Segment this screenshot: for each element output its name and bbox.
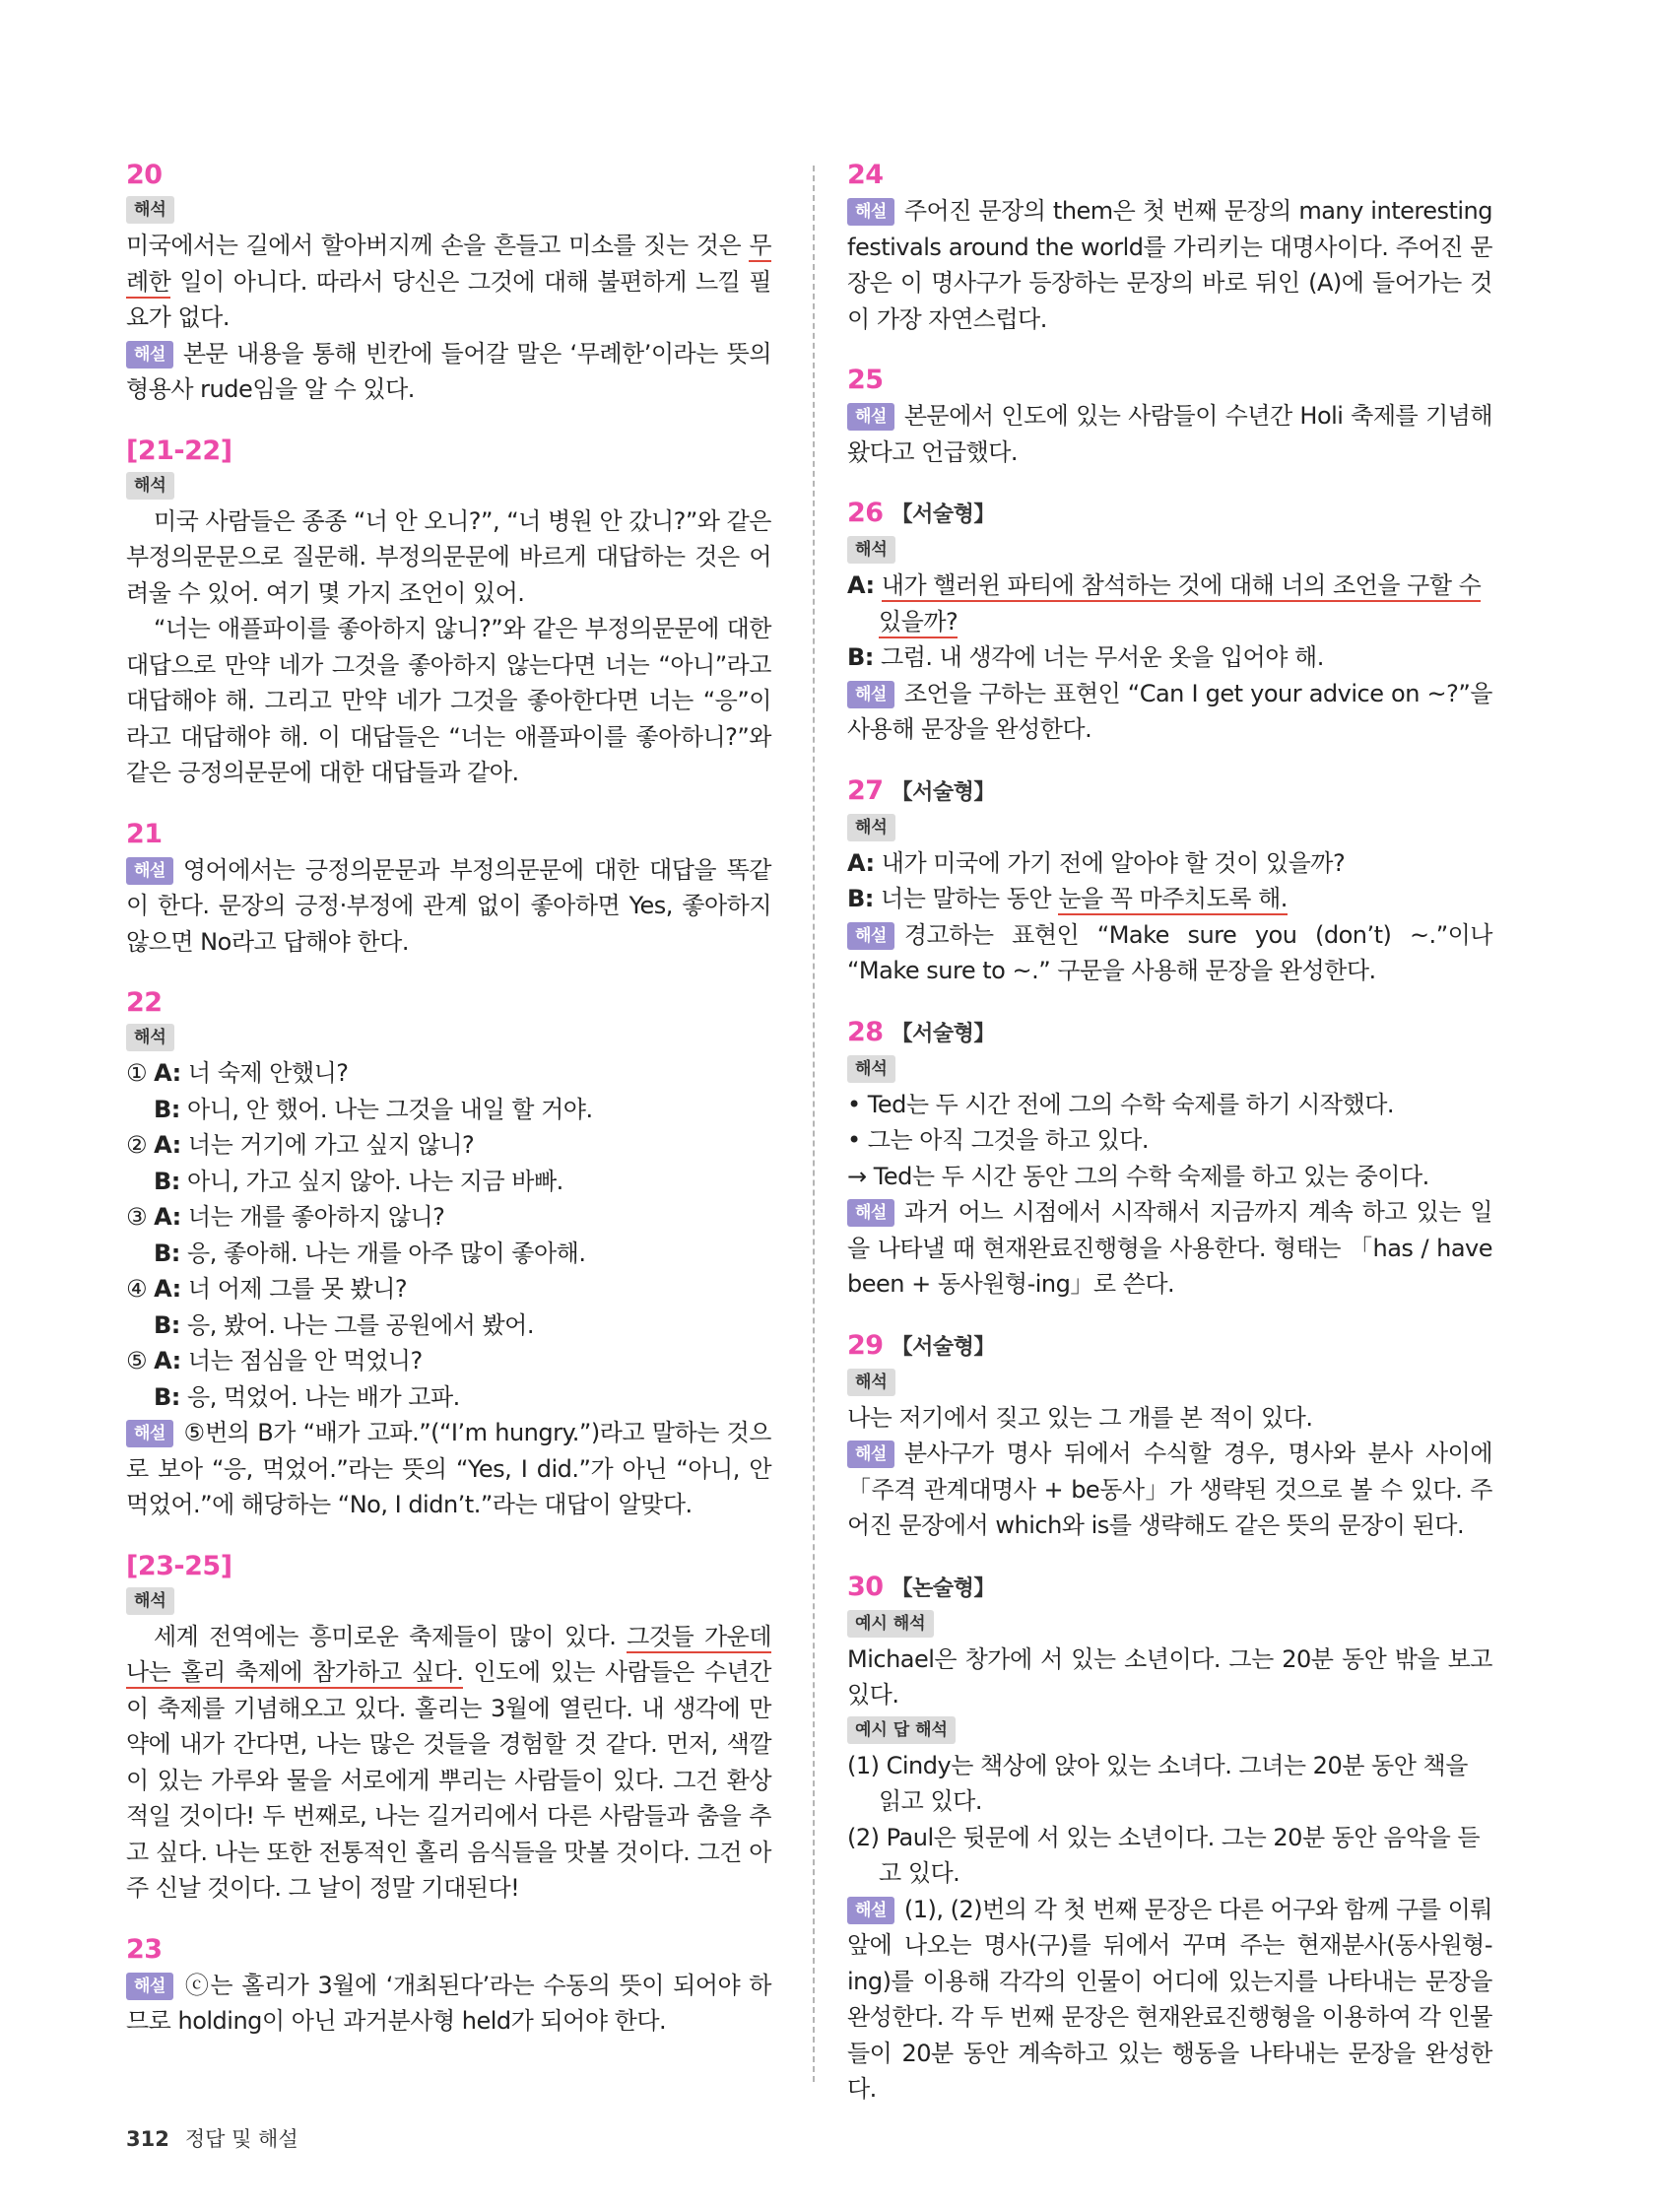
translation-label: 해석 — [126, 196, 174, 224]
explanation-label: 해설 — [126, 857, 173, 885]
question-number: 27 【서술형】 — [847, 774, 995, 806]
column-divider — [813, 166, 815, 2082]
question-28 — [847, 1015, 1492, 1303]
explanation: 해설 분사구가 명사 뒤에서 수식할 경우, 명사와 분사 사이에 「주격 관계대명사 + be동사」가 생략된 것으로 볼 수 있다. 주어진 문장에서 which와 is를 생략해도 같은 뜻의 문장이 된다. — [847, 1440, 1492, 1539]
explanation-label: 해설 — [847, 198, 894, 226]
explanation: 해설 주어진 문장의 them은 첫 번째 문장의 many interesting festivals around the world를 가리키는 대명사이다. 주어진 문장은 이 명사구가 등장하는 문장의 바로 뒤인 (A)에 들어가는 것이 가장 자연스럽다. — [847, 197, 1492, 333]
translation-line: → Ted는 두 시간 동안 그의 수학 숙제를 하고 있는 중이다. — [847, 1162, 1429, 1190]
translation-label: 해석 — [126, 1587, 174, 1615]
question-number: 20 — [126, 160, 163, 190]
explanation: 해설 조언을 구하는 표현인 “Can I get your advice on ~?”을 사용해 문장을 완성한다. — [847, 679, 1492, 743]
translation-paragraph: 세계 전역에는 흥미로운 축제들이 많이 있다. 그것들 가운데 나는 홀리 축제에 참가하고 싶다. 인도에 있는 사람들은 수년간 이 축제를 기념해오고 있다. 홀리는 3월에 열린다. 내 생각에 만약에 내가 간다면, 나는 많은 것들을 경험할 것 같다. 먼저, 색깔이 있는 가루와 물을 서로에게 뿌리는 사람들이 있다. 그건 환상적일 것이다! 두 번째로, 나는 길거리에서 다른 사람들과 춤을 추고 싶다. 나는 또한 전통적인 홀리 음식들을 맛볼 것이다. 그건 아주 신날 것이다. 그 날이 정말 기대된다! — [126, 1622, 772, 1902]
explanation: 해설 ⓒ는 홀리가 3월에 ‘개최된다’라는 수동의 뜻이 되어야 하므로 holding이 아닌 과거분사형 held가 되어야 한다. — [126, 1971, 771, 2035]
explanation: 해설 (1), (2)번의 각 첫 번째 문장은 다른 어구와 함께 구를 이뤄 앞에 나오는 명사(구)를 뒤에서 꾸며 주는 현재분사(동사원형-ing)를 이용해 각각의 인물이 어디에 있는지를 나타내는 문장을 완성한다. 각 두 번째 문장은 현재완료진행형을 이용하여 각 인물들이 20분 동안 계속하고 있는 행동을 나타내는 문장을 완성한다. — [847, 1895, 1492, 2103]
question-type-tag: 【논술형】 — [891, 1575, 995, 1601]
dialogue-item: ① A: 너 숙제 안했니? B: 아니, 안 했어. 나는 그것을 내일 할 거야. — [126, 1059, 593, 1123]
page-footer — [126, 2123, 298, 2153]
question-23 — [126, 1932, 771, 2040]
explanation: 해설 ⑤번의 B가 “배가 고파.”(“I’m hungry.”)라고 말하는 것으로 보아 “응, 먹었어.”라는 뜻의 “Yes, I did.”가 아닌 “아니, 안 먹었어.”에 해당하는 “No, I didn’t.”라는 대답이 알맞다. — [126, 1419, 771, 1518]
explanation-label: 해설 — [126, 341, 173, 369]
question-21 — [126, 817, 771, 961]
translation-label: 해석 — [847, 814, 895, 841]
dialogue-line: B: 그럼. 내 생각에 너는 무서운 옷을 입어야 해. — [847, 643, 1324, 671]
explanation-label: 해설 — [126, 1420, 173, 1447]
question-number: 28 【서술형】 — [847, 1016, 995, 1047]
underlined-text: 그것들 가운데 나는 홀리 축제에 참가하고 싶다. — [126, 1623, 771, 1690]
question-type-tag: 【서술형】 — [891, 1021, 995, 1046]
question-21-22 — [126, 434, 771, 791]
question-number: [23-25] — [126, 1550, 232, 1581]
explanation: 해설 과거 어느 시점에서 시작해서 지금까지 계속 하고 있는 일을 나타낼 때 현재완료진행형을 사용한다. 형태는 「has / have been + 동사원형-ing」로 쓴다. — [847, 1198, 1492, 1298]
question-number: 25 — [847, 365, 884, 395]
translation: 나는 저기에서 짖고 있는 그 개를 본 적이 있다. — [847, 1403, 1313, 1432]
question-23-25 — [126, 1549, 771, 1907]
explanation: 해설 본문에서 인도에 있는 사람들이 수년간 Holi 축제를 기념해 왔다고 언급했다. — [847, 402, 1492, 466]
question-24 — [847, 158, 1492, 337]
dialogue-item: ② A: 너는 거기에 가고 싶지 않니? B: 아니, 가고 싶지 않아. 나는 지금 바빠. — [126, 1131, 563, 1195]
dialogue-line: B: 너는 말하는 동안 눈을 꼭 마주치도록 해. — [847, 881, 1492, 917]
footer-label: 정답 및 해설 — [184, 2127, 298, 2151]
question-29 — [847, 1328, 1492, 1544]
question-number: 24 — [847, 160, 884, 190]
translation: 미국에서는 길에서 할아버지께 손을 흔들고 미소를 짓는 것은 무례한 일이 아니다. 따라서 당신은 그것에 대해 불편하게 느낄 필요가 없다. — [126, 232, 771, 331]
left-column — [126, 158, 771, 2065]
question-25 — [847, 363, 1492, 470]
answer-line: (1) Cindy는 책상에 앉아 있는 소녀다. 그녀는 20분 동안 책을 읽고 있다. — [847, 1751, 1468, 1815]
dialogue-line: A: 내가 미국에 가기 전에 알아야 할 것이 있을까? — [847, 848, 1346, 877]
question-type-tag: 【서술형】 — [891, 503, 995, 527]
translation-line: • 그는 아직 그것을 하고 있다. — [847, 1126, 1149, 1154]
translation-label: 해석 — [847, 1369, 895, 1396]
explanation-label: 해설 — [847, 681, 894, 708]
question-22 — [126, 985, 771, 1523]
question-number: 30 【논술형】 — [847, 1571, 995, 1602]
question-number: [21-22] — [126, 435, 232, 466]
underlined-text: 내가 핼러윈 파티에 참석하는 것에 대해 너의 조언을 구할 수 있을까? — [879, 571, 1481, 638]
page-number: 312 — [126, 2127, 169, 2151]
explanation-label: 해설 — [847, 403, 894, 431]
question-type-tag: 【서술형】 — [891, 1334, 995, 1360]
example-answer-label: 예시 답 해석 — [847, 1716, 956, 1744]
question-type-tag: 【서술형】 — [891, 779, 995, 805]
translation-paragraph: 미국 사람들은 종종 “너 안 오니?”, “너 병원 안 갔니?”와 같은 부정의문문으로 질문해. 부정의문문에 바르게 대답하는 것은 어려울 수 있어. 여기 몇 가지 조언이 있어. — [126, 506, 771, 607]
explanation-label: 해설 — [847, 1897, 894, 1924]
dialogue-item: ⑤ A: 너는 점심을 안 먹었니? B: 응, 먹었어. 나는 배가 고파. — [126, 1347, 460, 1411]
question-30 — [847, 1570, 1492, 2108]
underlined-text: 눈을 꼭 마주치도록 해. — [1058, 885, 1288, 915]
explanation-label: 해설 — [847, 1441, 894, 1468]
explanation-label: 해설 — [126, 1973, 173, 2000]
right-column — [847, 158, 1492, 2133]
dialogue-line: A: 내가 핼러윈 파티에 참석하는 것에 대해 너의 조언을 구할 수 있을까? — [847, 568, 1492, 639]
example-translation: Michael은 창가에 서 있는 소년이다. 그는 20분 동안 밖을 보고 있다. — [847, 1644, 1492, 1709]
question-number: 23 — [126, 1933, 163, 1965]
translation-label: 해석 — [847, 1055, 895, 1083]
dialogue-item: ④ A: 너 어제 그를 못 봤니? B: 응, 봤어. 나는 그를 공원에서 봤어. — [126, 1275, 534, 1339]
explanation: 해설 경고하는 표현인 “Make sure you (don’t) ~.”이나 “Make sure to ~.” 구문을 사용해 문장을 완성한다. — [847, 920, 1492, 984]
question-number: 29 【서술형】 — [847, 1329, 995, 1361]
example-translation-label: 예시 해석 — [847, 1610, 934, 1638]
question-number: 22 — [126, 987, 163, 1018]
explanation: 해설 본문 내용을 통해 빈칸에 들어갈 말은 ‘무례한’이라는 뜻의 형용사 rude임을 알 수 있다. — [126, 339, 771, 403]
translation-label: 해석 — [126, 472, 174, 500]
question-number: 21 — [126, 818, 163, 849]
translation-paragraph: “너는 애플파이를 좋아하지 않니?”와 같은 부정의문문에 대한 대답으로 만약 네가 그것을 좋아하지 않는다면 너는 “아니”라고 대답해야 해. 그리고 만약 네가 그것을 좋아한다면 너는 “응”이라고 대답해야 해. 이 대답들은 “너는 애플파이를 좋아하니?”와 같은 긍정의문문에 대한 대답들과 같아. — [126, 615, 771, 786]
dialogue-item: ③ A: 너는 개를 좋아하지 않니? B: 응, 좋아해. 나는 개를 아주 많이 좋아해. — [126, 1203, 586, 1267]
translation-label: 해석 — [847, 536, 895, 564]
underlined-text: 무례한 — [126, 232, 771, 299]
explanation-label: 해설 — [847, 922, 894, 950]
answer-line: (2) Paul은 뒷문에 서 있는 소년이다. 그는 20분 동안 음악을 듣고 있다. — [847, 1823, 1481, 1887]
translation-label: 해석 — [126, 1024, 174, 1051]
explanation: 해설 영어에서는 긍정의문문과 부정의문문에 대한 대답을 똑같이 한다. 문장의 긍정·부정에 관계 없이 좋아하면 Yes, 좋아하지 않으면 No라고 답해야 한다. — [126, 855, 771, 956]
question-27 — [847, 773, 1492, 989]
question-number: 26 【서술형】 — [847, 498, 995, 528]
question-20 — [126, 158, 771, 408]
translation-line: • Ted는 두 시간 전에 그의 수학 숙제를 하기 시작했다. — [847, 1090, 1395, 1118]
explanation-label: 해설 — [847, 1199, 894, 1227]
question-26 — [847, 496, 1492, 748]
